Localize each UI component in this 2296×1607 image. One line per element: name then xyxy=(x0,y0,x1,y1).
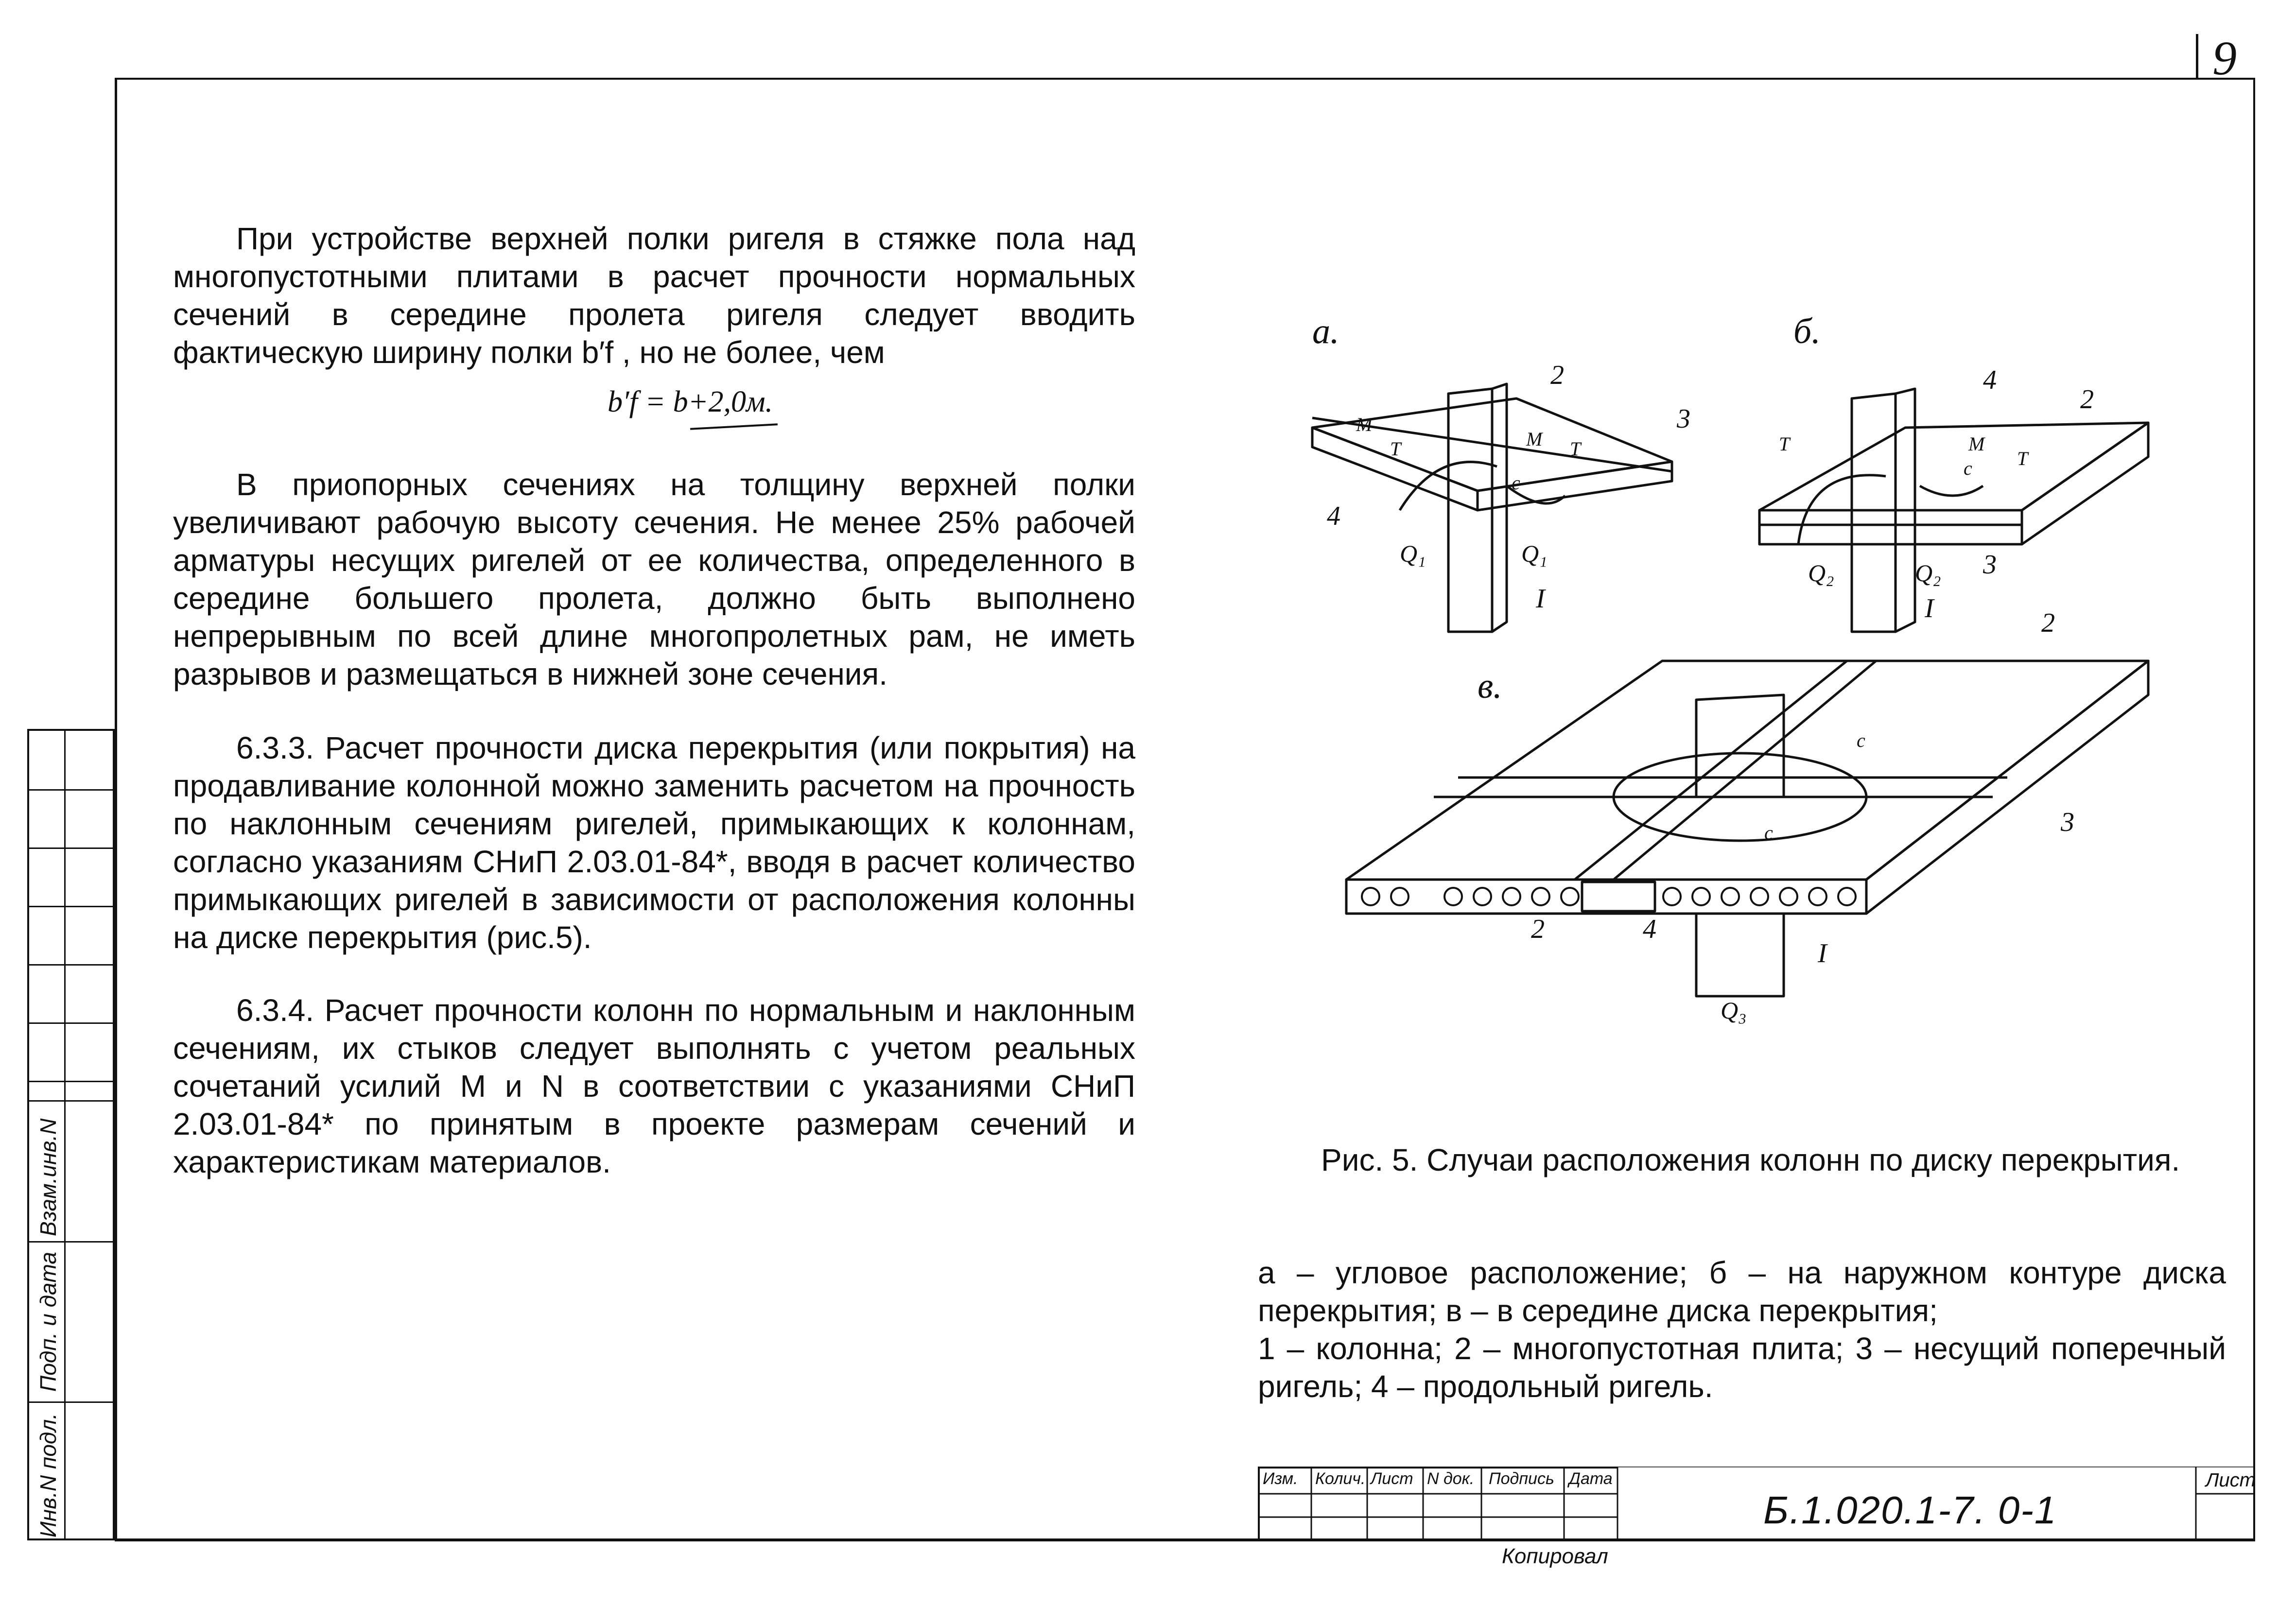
figure-b-edge-column xyxy=(1759,389,2148,632)
title-block-list: Лист xyxy=(1371,1469,1413,1488)
title-block-sheet-label: Лист xyxy=(2206,1469,2256,1491)
figure-legend-locations: а – угловое расположение; б – на наружном контуре диска перекрытия; в – в середине диска перекрытия; xyxy=(1258,1255,2226,1328)
title-block-n-dok: N док. xyxy=(1427,1469,1475,1488)
figure-a-label-4: 4 xyxy=(1327,501,1340,531)
figure-caption: Рис. 5. Случаи расположения колонн по диску перекрытия. xyxy=(1321,1142,2180,1177)
title-block xyxy=(1258,1467,2254,1541)
figure-b-label-m: М xyxy=(1968,433,1985,455)
figure-b-label-t1: Т xyxy=(1779,433,1790,455)
margin-stamp xyxy=(27,729,115,1540)
title-block-kol: Колич. xyxy=(1315,1469,1366,1488)
figure-b-label-3: 3 xyxy=(1983,550,1997,580)
figure-b-label-4: 4 xyxy=(1983,365,1997,395)
page-number: 9 xyxy=(2212,31,2237,85)
figure-a-label-c: с xyxy=(1512,472,1520,494)
figure-c-label-c1: с xyxy=(1857,729,1865,751)
figure-a-label-2: 2 xyxy=(1550,360,1564,390)
figure-c-label-q3: Q₃ xyxy=(1721,997,1747,1024)
figure-a-label-t2: Т xyxy=(1570,438,1581,460)
figure-label-v: в. xyxy=(1478,666,1502,706)
figure-a-label-t1: Т xyxy=(1390,438,1401,460)
figure-c-label-4: 4 xyxy=(1643,914,1656,944)
figure-a-label-m2: М xyxy=(1526,428,1543,450)
paragraph-6-3-3: 6.3.3. Расчет прочности диска перекрытия (или покрытия) на продавливание колонной можно заменить расчетом на прочность по наклонным сечениям ригелей, примыкающих к колоннам, согласно указаниям СНиП 2.03.01-84*, вводя в расчет количество примыкающих ригелей в зависимости от расположения колонны на диске перекрытия (рис.5). xyxy=(173,730,1135,955)
stamp-inv-podl: Инв.N подл. xyxy=(35,1413,61,1538)
figure-a-label-3: 3 xyxy=(1677,404,1690,434)
figure-b-label-q2-left: Q₂ xyxy=(1808,559,1834,587)
paragraph-flange-width: При устройстве верхней полки ригеля в стяжке пола над многопустотными плитами в расчет прочности нормальных сечений в середине пролета ригеля следует вводить фактическую ширину полки b′f , но не более, чем xyxy=(173,221,1135,370)
formula-flange-width: b′f = b+2,0м. xyxy=(608,385,773,418)
paragraph-6-3-4: 6.3.4. Расчет прочности колонн по нормальным и наклонным сечениям, их стыков следует выполнять с учетом реальных сочетаний усилий М и N в соответствии с указаниями СНиП 2.03.01-84* по принятым в проекте размерам сечений и характеристикам материалов. xyxy=(173,993,1135,1179)
figure-b-label-1: I xyxy=(1925,593,1934,623)
figure-a-label-m1: М xyxy=(1356,414,1373,435)
stamp-podp-data: Подп. и дата xyxy=(35,1252,61,1392)
figure-c-label-2-top: 2 xyxy=(2041,608,2055,638)
figure-b-label-c: с xyxy=(1964,457,1972,479)
title-block-podp: Подпись xyxy=(1489,1469,1554,1488)
figure-legend-elements: 1 – колонна; 2 – многопустотная плита; 3 – несущий поперечный ригель; 4 – продольный ригель. xyxy=(1258,1331,2226,1404)
figure-label-a: а. xyxy=(1312,311,1339,351)
figure-b-label-t2: Т xyxy=(2017,448,2028,469)
figure-a-label-q1-left: Q₁ xyxy=(1400,540,1426,567)
figure-c-label-2-bottom: 2 xyxy=(1531,914,1545,944)
figure-c-middle-column xyxy=(1346,661,2148,996)
figure-c-label-1: I xyxy=(1818,938,1827,968)
figure-label-b: б. xyxy=(1793,311,1821,351)
figure-a-label-q1-right: Q₁ xyxy=(1521,540,1548,567)
document-code: Б.1.020.1-7. 0-1 xyxy=(1763,1488,2057,1532)
title-block-izm: Изм. xyxy=(1263,1469,1298,1488)
figure-b-label-2: 2 xyxy=(2080,384,2094,415)
figure-c-label-3: 3 xyxy=(2061,807,2074,837)
stamp-vzam-inv: Взам.инв.N xyxy=(35,1118,61,1236)
figure-a-label-1: I xyxy=(1536,584,1545,614)
figure-c-label-c2: с xyxy=(1764,822,1773,844)
figure-b-label-q2-right: Q₂ xyxy=(1915,559,1941,587)
paragraph-support-sections: В приопорных сечениях на толщину верхней полки увеличивают рабочую высоту сечения. Не менее 25% рабочей арматуры несущих ригелей от ее количества, определенного в середине большего пролета, должно быть выполнено непрерывным по всей длине многопролетных рам, не иметь разрывов и размещаться в нижней зоне сечения. xyxy=(173,467,1135,691)
title-block-data: Дата xyxy=(1569,1469,1613,1488)
copied-by-label: Копировал xyxy=(1502,1544,1608,1568)
